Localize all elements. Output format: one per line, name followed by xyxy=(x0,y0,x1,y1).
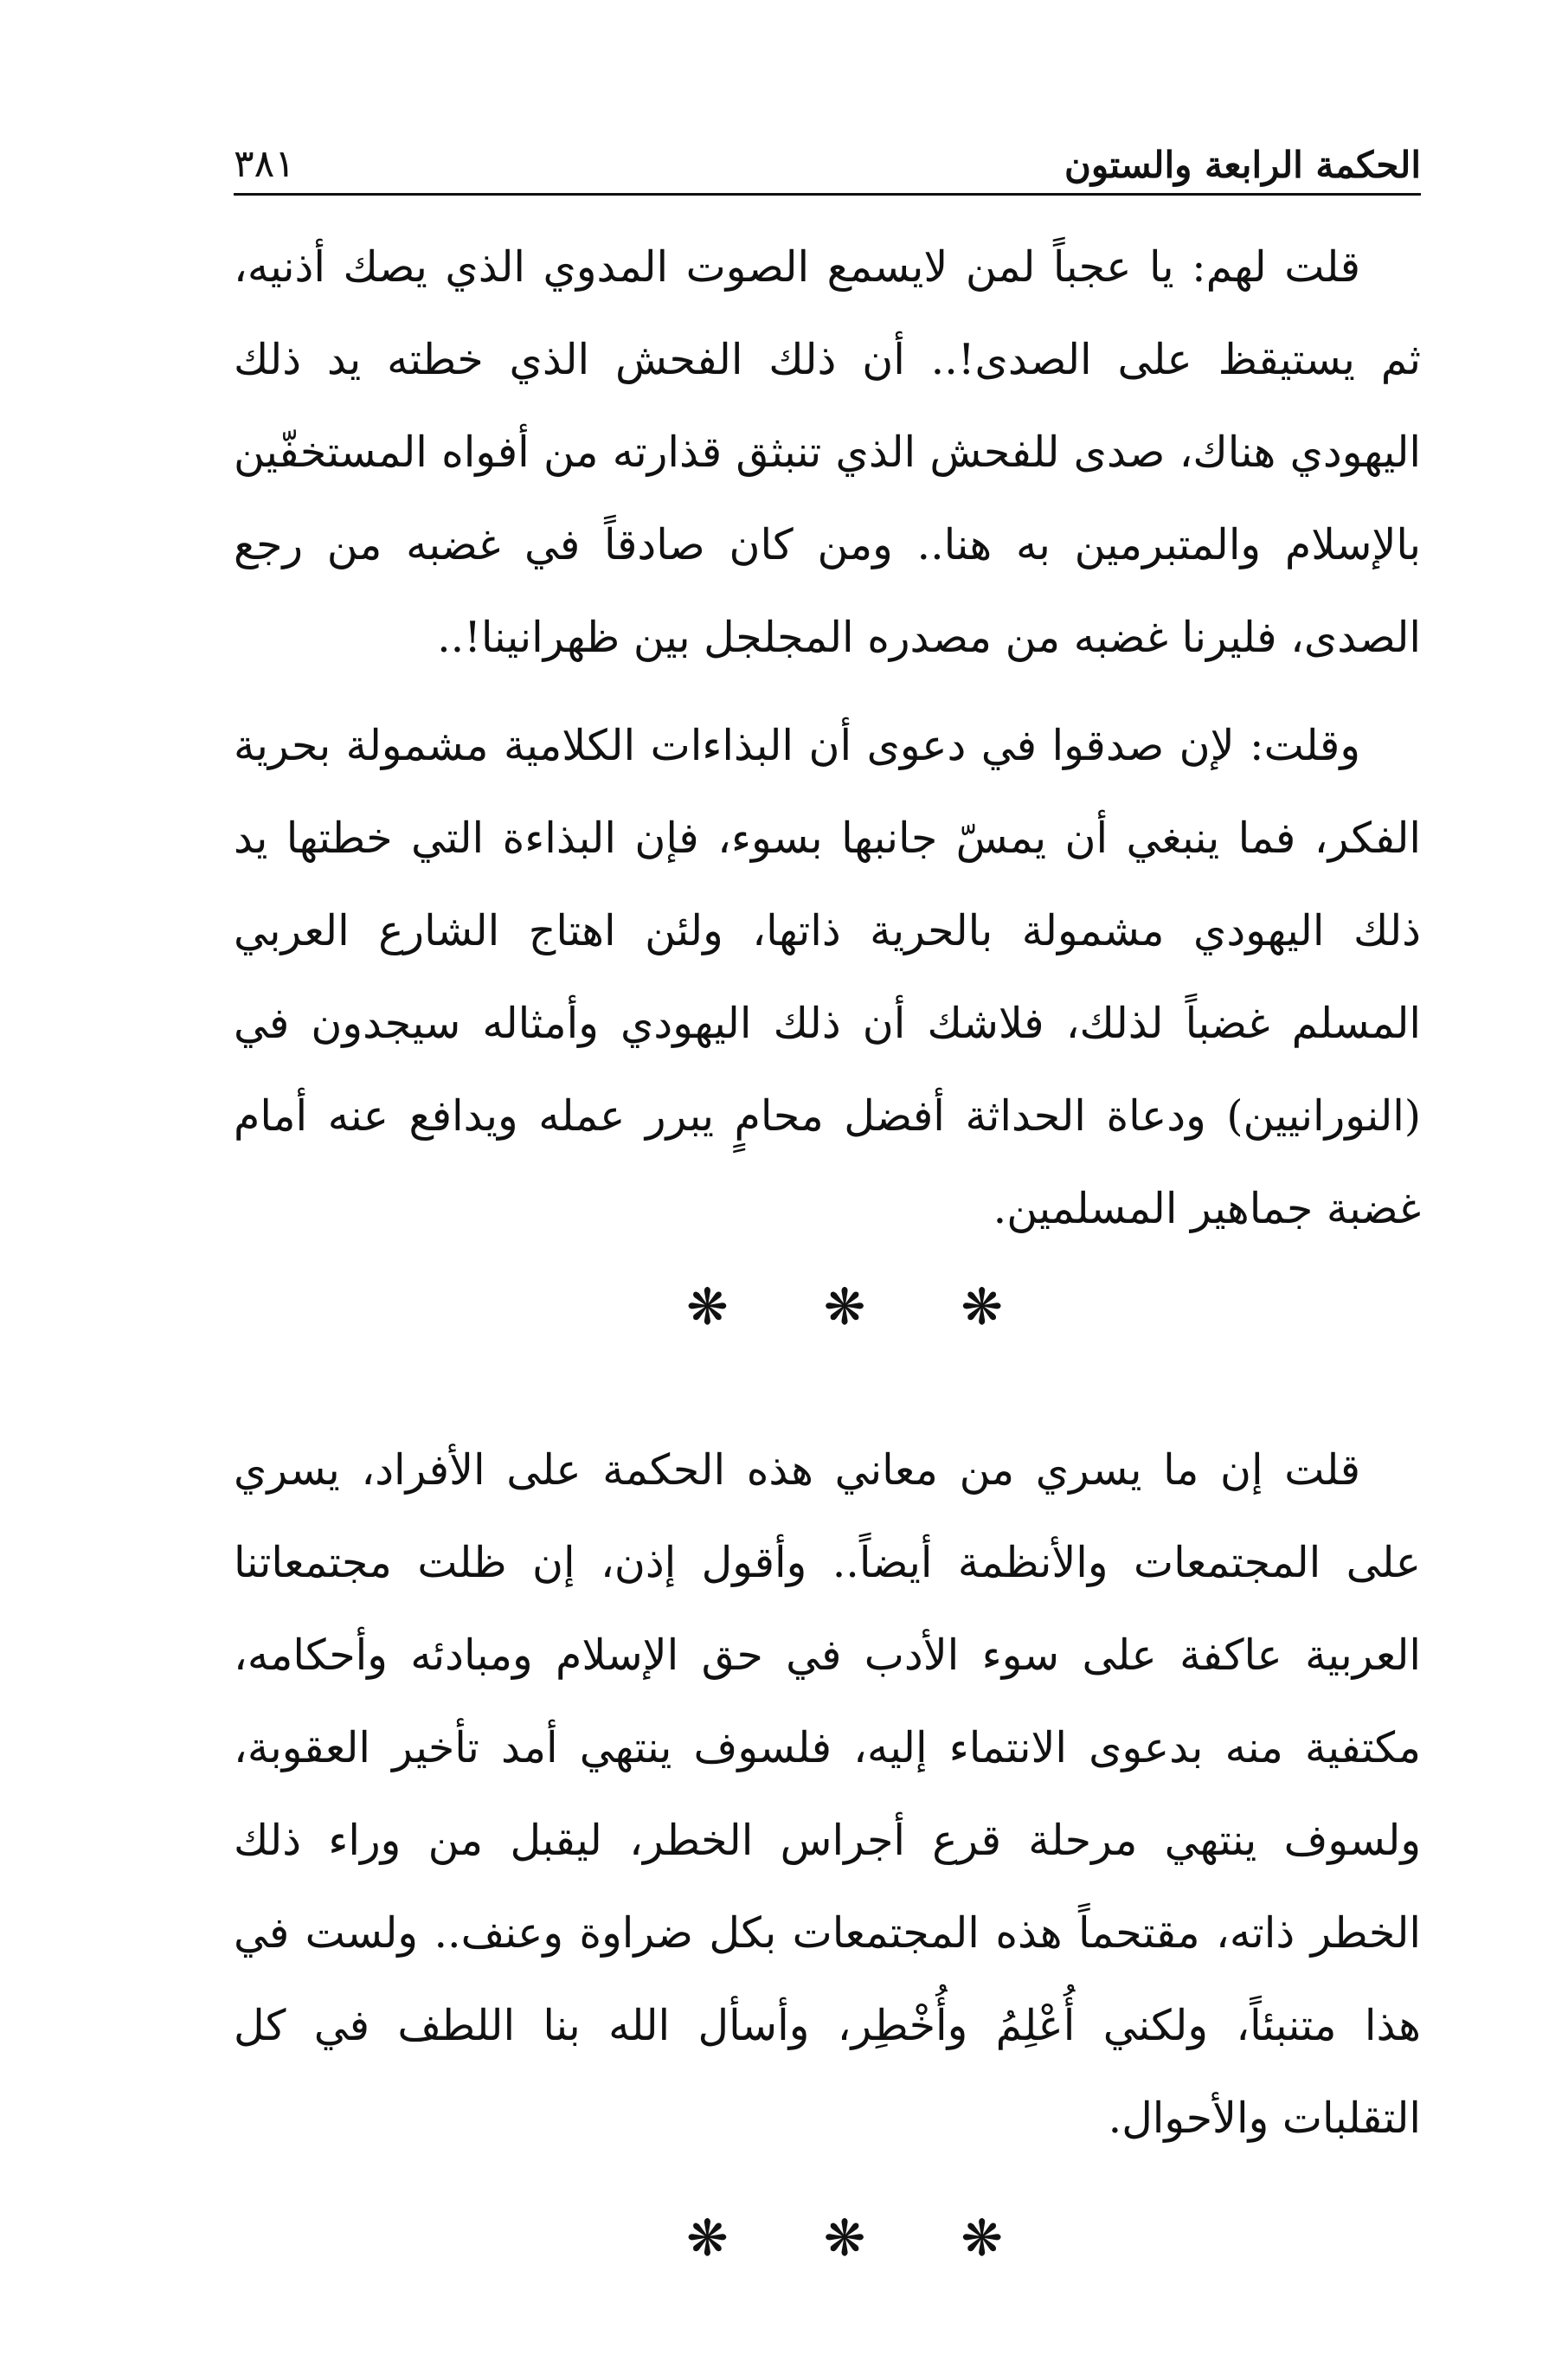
asterisk-ornament: ❋ xyxy=(686,2209,729,2267)
page-body xyxy=(234,221,1421,2273)
paragraph-3: قلت إن ما يسري من معاني هذه الحكمة على الأفراد، يسري على المجتمعات والأنظمة أيضاً.. وأقول إذن، إن ظلت مجتمعاتنا العربية عاكفة على سوء الأدب في حق الإسلام ومبادئه وأحكامه، مكتفية منه بدعوى الانتماء إليه، فلسوف ينتهي أمد تأخير العقوبة، ولسوف ينتهي مرحلة قرع أجراس الخطر، ليقبل من وراء ذلك الخطر ذاته، مقتحماً هذه المجتمعات بكل ضراوة وعنف.. ولست في هذا متنبئاً، ولكني أُعْلِمُ وأُخْطِر، وأسأل الله بنا اللطف في كل التقلبات والأحوال. xyxy=(234,1445,1421,2143)
section-separator xyxy=(268,2203,1421,2273)
asterisk-ornament: ❋ xyxy=(823,2209,866,2267)
asterisk-ornament: ❋ xyxy=(686,1277,729,1336)
asterisk-ornament: ❋ xyxy=(961,1277,1003,1336)
page-header xyxy=(234,121,1421,196)
section-separator xyxy=(268,1272,1421,1341)
asterisk-ornament: ❋ xyxy=(823,1277,866,1336)
running-title: الحكمة الرابعة والستون xyxy=(1064,144,1421,186)
paragraph-2: وقلت: لإن صدقوا في دعوى أن البذاءات الكلامية مشمولة بحرية الفكر، فما ينبغي أن يمسّ جانبها بسوء، فإن البذاءة التي خطتها يد ذلك اليهودي مشمولة بالحرية ذاتها، ولئن اهتاج الشارع العربي المسلم غضباً لذلك، فلاشك أن ذلك اليهودي وأمثاله سيجدون في (النورانيين) ودعاة الحداثة أفضل محامٍ يبرر عمله ويدافع عنه أمام غضبة جماهير المسلمين. xyxy=(234,721,1421,1233)
paragraph-1: قلت لهم: يا عجباً لمن لايسمع الصوت المدوي الذي يصك أذنيه، ثم يستيقظ على الصدى!.. أن ذلك الفحش الذي خطته يد ذلك اليهودي هناك، صدى للفحش الذي تنبثق قذارته من أفواه المستخفّين بالإسلام والمتبرمين به هنا.. ومن كان صادقاً في غضبه من رجع الصدى، فليرنا غضبه من مصدره المجلجل بين ظهرانينا!.. xyxy=(234,242,1421,662)
asterisk-ornament: ❋ xyxy=(961,2209,1003,2267)
page-number: ٣٨١ xyxy=(234,142,295,186)
